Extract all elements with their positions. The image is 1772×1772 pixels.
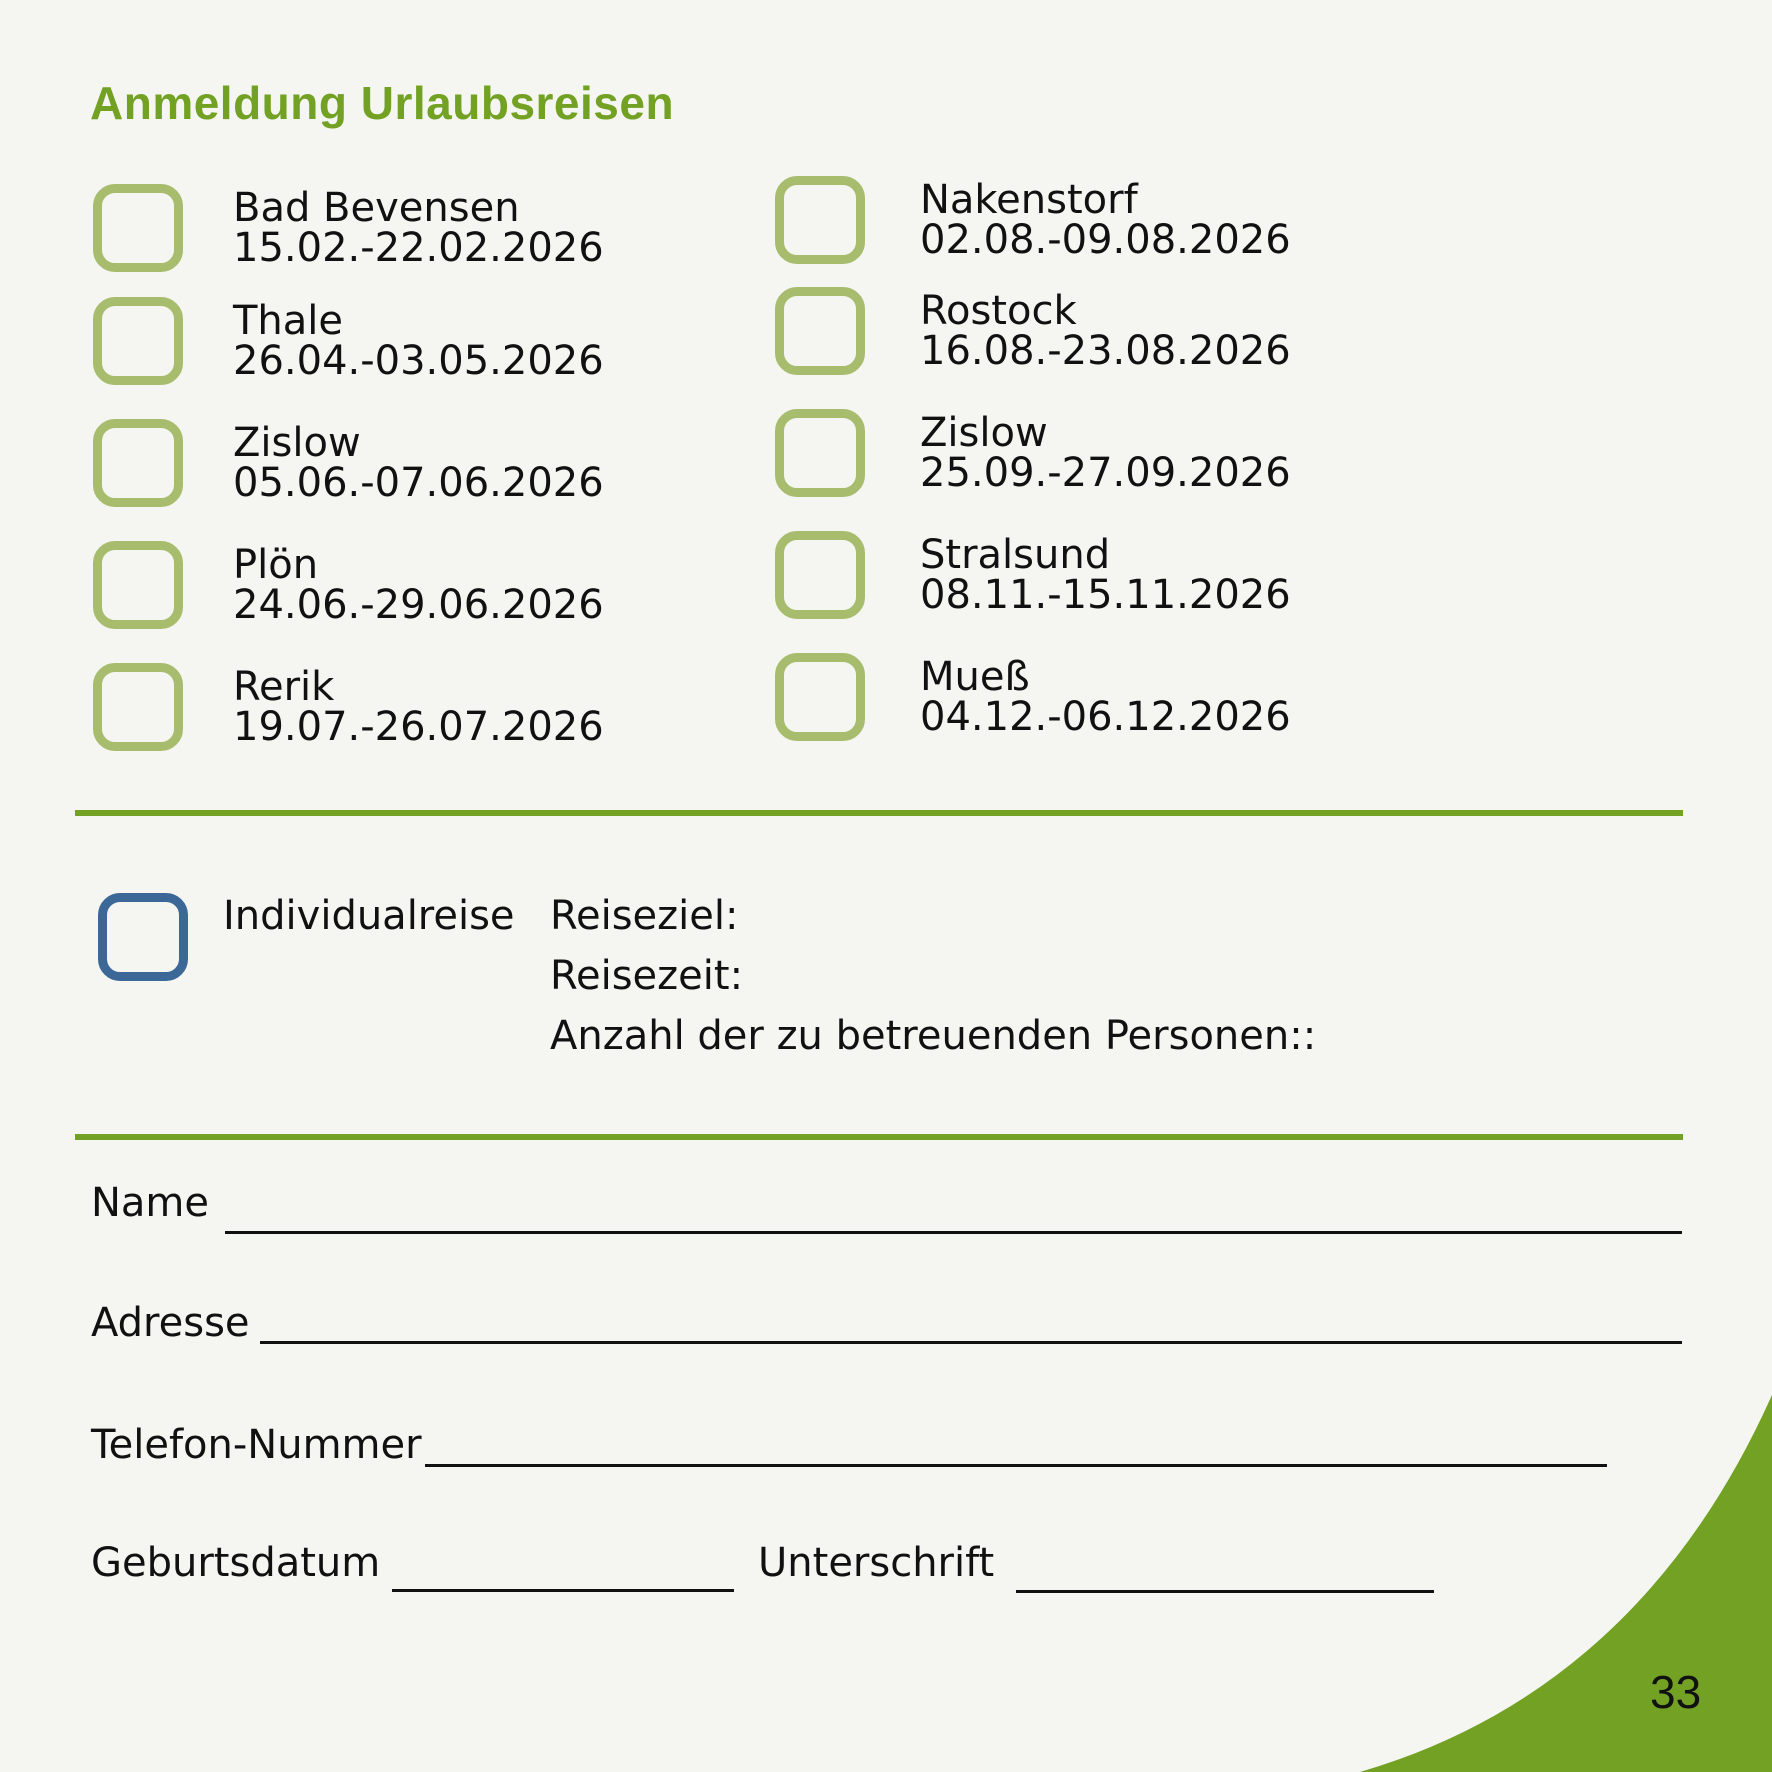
signature-field[interactable] — [1016, 1590, 1434, 1593]
individual-trip-checkbox[interactable] — [98, 893, 188, 981]
signature-label: Unterschrift — [758, 1540, 995, 1586]
trip-checkbox[interactable] — [93, 541, 183, 629]
trip-dates: 25.09.-27.09.2026 — [920, 449, 1291, 496]
trip-dates: 04.12.-06.12.2026 — [920, 693, 1291, 740]
trip-option-zislow-june[interactable] — [93, 415, 604, 510]
trip-option-ploen[interactable] — [93, 537, 604, 632]
trip-name: Zislow — [233, 419, 361, 466]
trip-checkbox[interactable] — [775, 176, 865, 264]
trip-checkbox[interactable] — [93, 297, 183, 385]
trip-name: Mueß — [920, 653, 1030, 700]
trip-name: Plön — [233, 541, 319, 588]
section-divider — [75, 1134, 1683, 1140]
page-title: Anmeldung Urlaubsreisen — [90, 77, 675, 129]
trip-checkbox[interactable] — [775, 287, 865, 375]
section-divider — [75, 810, 1683, 816]
individual-trip-label: Individualreise — [223, 893, 515, 939]
trip-dates: 15.02.-22.02.2026 — [233, 224, 604, 271]
trip-option-thale[interactable] — [93, 293, 604, 388]
trip-name: Thale — [233, 297, 344, 344]
trip-name: Rostock — [920, 287, 1077, 334]
trip-option-stralsund[interactable] — [775, 527, 1291, 622]
trip-name: Rerik — [233, 663, 335, 710]
trip-checkbox[interactable] — [775, 409, 865, 497]
trip-dates: 26.04.-03.05.2026 — [233, 337, 604, 384]
trip-name: Stralsund — [920, 531, 1111, 578]
page-number: 33 — [1650, 1666, 1702, 1718]
address-field[interactable] — [260, 1341, 1682, 1344]
trip-checkbox[interactable] — [775, 653, 865, 741]
trip-checkbox[interactable] — [93, 419, 183, 507]
trip-dates: 24.06.-29.06.2026 — [233, 581, 604, 628]
birthdate-label: Geburtsdatum — [91, 1540, 381, 1586]
trip-option-muess[interactable] — [775, 649, 1291, 744]
trip-dates: 08.11.-15.11.2026 — [920, 571, 1291, 618]
trip-dates: 02.08.-09.08.2026 — [920, 216, 1291, 263]
destination-label: Reiseziel: — [550, 893, 739, 939]
trip-checkbox[interactable] — [93, 663, 183, 751]
address-label: Adresse — [91, 1300, 250, 1346]
phone-field[interactable] — [425, 1464, 1607, 1467]
trip-checkbox[interactable] — [93, 184, 183, 272]
trip-option-nakenstorf[interactable] — [775, 172, 1291, 267]
trip-name: Zislow — [920, 409, 1048, 456]
trip-name: Nakenstorf — [920, 176, 1138, 223]
trip-checkbox[interactable] — [775, 531, 865, 619]
trip-option-bad-bevensen[interactable] — [93, 180, 604, 275]
phone-label: Telefon-Nummer — [91, 1422, 422, 1468]
name-label: Name — [91, 1180, 210, 1226]
trip-dates: 05.06.-07.06.2026 — [233, 459, 604, 506]
birthdate-field[interactable] — [392, 1589, 734, 1592]
trip-dates: 19.07.-26.07.2026 — [233, 703, 604, 750]
trip-option-rostock[interactable] — [775, 283, 1291, 378]
name-field[interactable] — [225, 1231, 1682, 1234]
travel-period-label: Reisezeit: — [550, 953, 744, 999]
trip-dates: 16.08.-23.08.2026 — [920, 327, 1291, 374]
trip-name: Bad Bevensen — [233, 184, 520, 231]
trip-option-zislow-september[interactable] — [775, 405, 1291, 500]
trip-option-rerik[interactable] — [93, 659, 604, 754]
persons-count-label: Anzahl der zu betreuenden Personen:: — [550, 1013, 1317, 1059]
